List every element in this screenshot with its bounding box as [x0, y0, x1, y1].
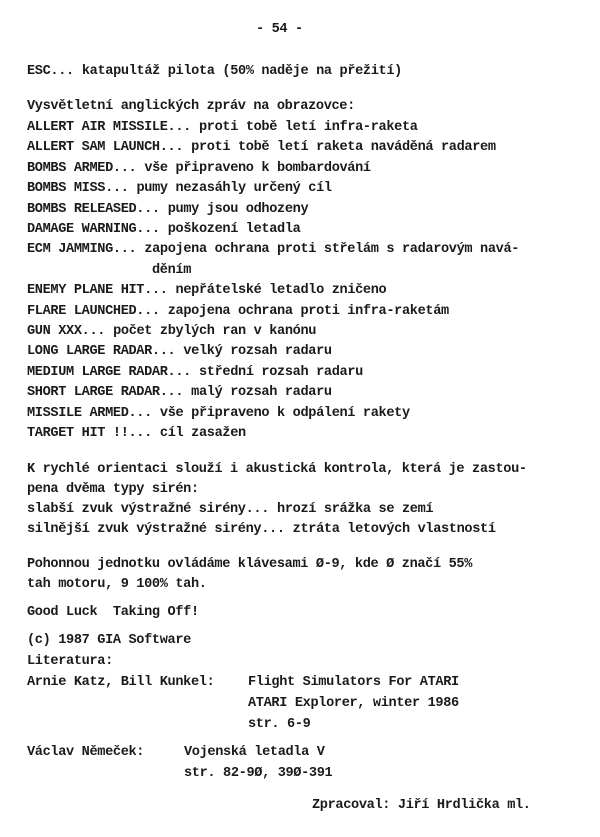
- message-line: [27, 222, 300, 238]
- message-key: ENEMY PLANE HIT...: [27, 283, 168, 298]
- message-text: nepřátelské letadlo zničeno: [175, 283, 387, 298]
- message-text: proti tobě letí raketa naváděná radarem: [191, 140, 496, 155]
- message-line: [27, 161, 371, 177]
- siren-line: [27, 522, 496, 538]
- message-key: ALLERT SAM LAUNCH...: [27, 140, 184, 155]
- message-text: poškození letadla: [167, 222, 301, 237]
- siren-key: silnější zvuk výstražné sirény...: [27, 522, 285, 537]
- message-key: BOMBS MISS...: [27, 181, 129, 196]
- message-line: [27, 324, 316, 340]
- literature-line: Vojenská letadla V: [184, 745, 325, 760]
- message-line: [27, 426, 246, 442]
- literature-line: str. 6-9: [248, 717, 311, 732]
- esc-key: ESC...: [27, 64, 74, 79]
- message-line: [27, 181, 332, 197]
- message-text: malý rozsah radaru: [191, 385, 332, 400]
- message-key: TARGET HIT !!...: [27, 426, 152, 441]
- engine-line-1: Pohonnou jednotku ovládáme klávesami Ø-9, kde Ø značí 55%: [27, 557, 473, 572]
- message-line: [27, 140, 496, 156]
- message-key: SHORT LARGE RADAR...: [27, 385, 184, 400]
- page-number: - 54 -: [256, 22, 303, 37]
- message-line: [27, 304, 449, 320]
- esc-text: katapultáž pilota (50% naděje na přežití): [81, 64, 402, 79]
- message-line: [27, 365, 363, 381]
- literature-heading: Literatura:: [27, 654, 113, 669]
- message-line: [27, 120, 418, 136]
- good-luck: Good Luck Taking Off!: [27, 605, 199, 620]
- message-text: cíl zasažen: [159, 426, 246, 441]
- message-text: zapojena ochrana proti střelám s radarovým navá-: [144, 242, 520, 257]
- message-key: ALLERT AIR MISSILE...: [27, 120, 191, 135]
- message-text: pumy nezasáhly určený cíl: [136, 181, 332, 196]
- siren-key: slabší zvuk výstražné sirény...: [27, 502, 270, 517]
- message-text: střední rozsah radaru: [198, 365, 363, 380]
- message-text: velký rozsah radaru: [183, 344, 332, 359]
- message-key: GUN XXX...: [27, 324, 106, 339]
- message-line: [27, 385, 332, 401]
- message-key: MISSILE ARMED...: [27, 406, 152, 421]
- messages-heading: Vysvětletní anglických zpráv na obrazovce:: [27, 99, 355, 114]
- literature-author: Václav Němeček:: [27, 745, 145, 760]
- message-key: ECM JAMMING...: [27, 242, 137, 257]
- message-text: zapojena ochrana proti infra-raketám: [167, 304, 449, 319]
- message-line: [27, 242, 519, 258]
- siren-text: hrozí srážka se zemí: [277, 502, 434, 517]
- message-key: DAMAGE WARNING...: [27, 222, 160, 237]
- message-text: pumy jsou odhozeny: [167, 202, 309, 217]
- message-line: [27, 283, 386, 299]
- acoustic-line-1: K rychlé orientaci slouží i akustická kontrola, která je zastou-: [27, 462, 527, 477]
- message-continuation: děním: [152, 263, 192, 278]
- literature-line: str. 82-9Ø, 39Ø-391: [184, 766, 333, 781]
- message-text: vše připraveno k bombardování: [144, 161, 371, 176]
- acoustic-line-2: pena dvěma typy sirén:: [27, 482, 199, 497]
- copyright: (c) 1987 GIA Software: [27, 633, 191, 648]
- message-line: [27, 202, 308, 218]
- siren-line: [27, 502, 433, 518]
- message-key: FLARE LAUNCHED...: [27, 304, 160, 319]
- message-key: MEDIUM LARGE RADAR...: [27, 365, 191, 380]
- siren-text: ztráta letových vlastností: [292, 522, 496, 537]
- literature-author: Arnie Katz, Bill Kunkel:: [27, 675, 215, 690]
- message-key: BOMBS RELEASED...: [27, 202, 160, 217]
- message-key: BOMBS ARMED...: [27, 161, 137, 176]
- message-line: [27, 344, 332, 360]
- message-text: proti tobě letí infra-raketa: [198, 120, 418, 135]
- message-text: počet zbylých ran v kanónu: [113, 324, 317, 339]
- esc-line: [27, 64, 402, 80]
- message-key: LONG LARGE RADAR...: [27, 344, 176, 359]
- message-line: [27, 406, 410, 422]
- engine-line-2: tah motoru, 9 100% tah.: [27, 577, 207, 592]
- literature-line: ATARI Explorer, winter 1986: [248, 696, 459, 711]
- credit: Zpracoval: Jiří Hrdlička ml.: [312, 798, 531, 813]
- literature-line: Flight Simulators For ATARI: [248, 675, 459, 690]
- message-text: vše připraveno k odpálení rakety: [159, 406, 410, 421]
